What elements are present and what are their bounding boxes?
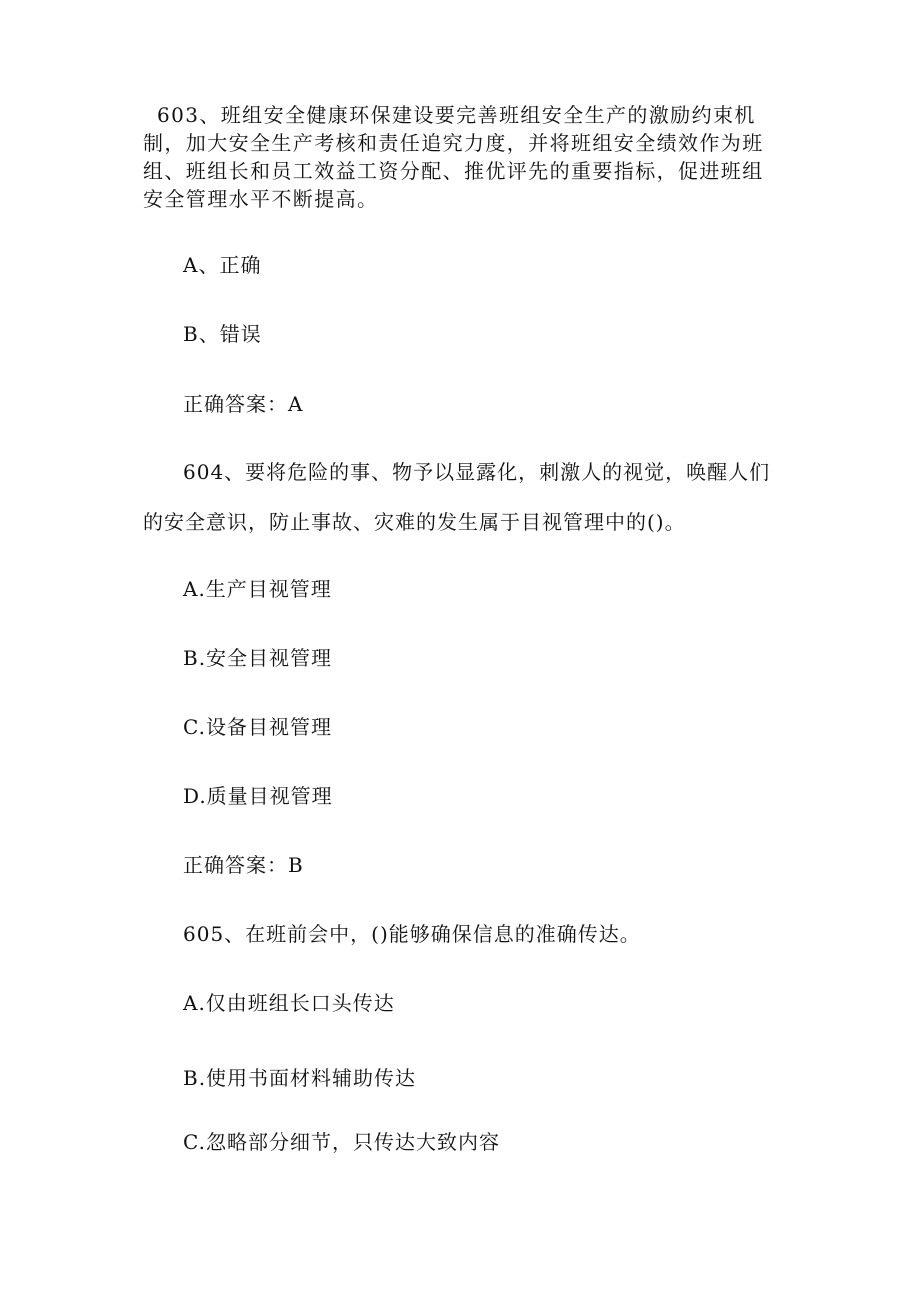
question-604-option-c: C.设备目视管理 [183, 715, 332, 739]
question-603-option-a: A、正确 [183, 253, 262, 277]
question-604-option-d: D.质量目视管理 [183, 784, 333, 808]
question-605-option-c: C.忽略部分细节，只传达大致内容 [183, 1130, 500, 1154]
question-604-stem-line-2: 的安全意识，防止事故、灾难的发生属于目视管理中的()。 [143, 510, 686, 534]
question-604-answer: 正确答案：B [183, 853, 304, 877]
question-603-stem [143, 101, 764, 213]
question-605-option-b: B.使用书面材料辅助传达 [183, 1066, 417, 1090]
question-603-option-b: B、错误 [183, 322, 262, 346]
question-603-answer: 正确答案：A [183, 392, 304, 416]
question-603-stem-line: 安全管理水平不断提高。 [143, 187, 379, 211]
question-604-option-a: A.生产目视管理 [183, 577, 332, 601]
question-603-stem-line: 制，加大安全生产考核和责任追究力度，并将班组安全绩效作为班 [143, 131, 764, 155]
question-605-option-a: A.仅由班组长口头传达 [183, 991, 395, 1015]
question-605-stem: 605、在班前会中，()能够确保信息的准确传达。 [183, 922, 641, 946]
question-604-stem-line-1: 604、要将危险的事、物予以显露化，刺激人的视觉，唤醒人们 [183, 460, 771, 484]
question-603-stem-line: 603、班组安全健康环保建设要完善班组安全生产的激励约束机 [157, 103, 756, 127]
question-604-option-b: B.安全目视管理 [183, 646, 333, 670]
question-603-stem-line: 组、班组长和员工效益工资分配、推优评先的重要指标，促进班组 [143, 159, 764, 183]
